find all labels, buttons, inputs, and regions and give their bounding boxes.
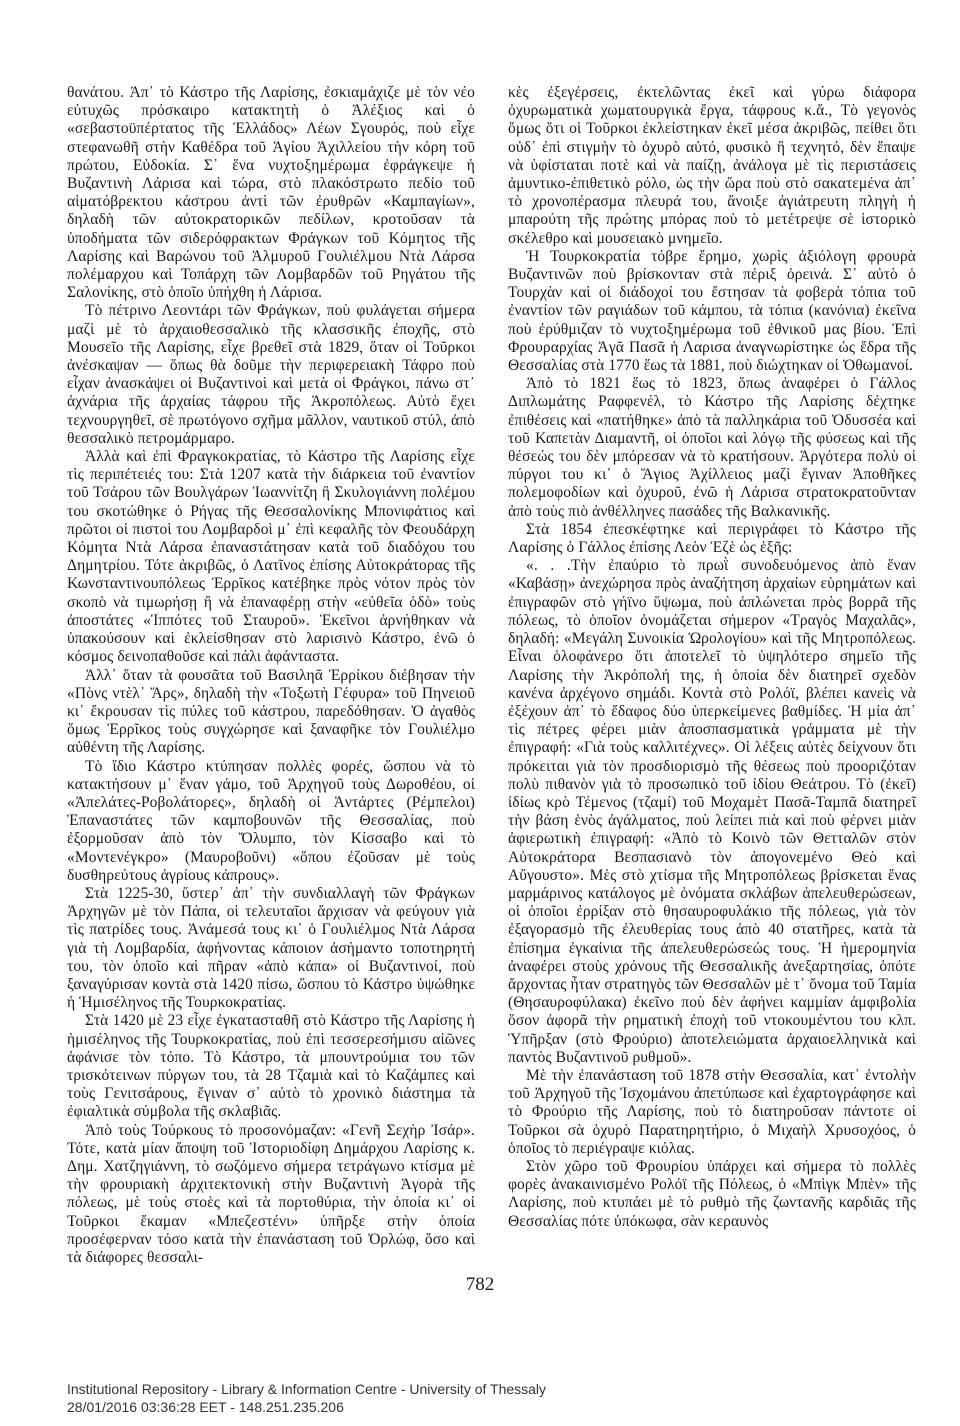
paragraph: κὲς ἐξεγέρσεις, ἐκτελῶντας ἐκεῖ καὶ γύρω διάφορα ὀχυρωματικὰ χωματουργικὰ ἔργα, τάφρους κ.ἄ., Τὸ γεγονὸς ὅμως ὅτι οἱ Τοῦρκοι ἐκλείστηκαν ἐκεῖ μέσα ἀκριβῶς, πείθει ὅτι οὐδ᾽ ἐπὶ στιγμὴν τὸ ὀχυρὸ αὐτό, φυσικὸ ἢ τεχνητό, δὲν ἔπαψε νὰ ὑφίσταται ποτὲ καὶ νὰ παίζῃ, ἀνάλογα μὲ τὶς περιστάσεις ἀμυντικο-ἐπιθετικὸ ρόλο, ὡς τὴν ὥρα ποὺ στὸ σακατεμένα ἀπ᾽ τὸ χρονοπέρασμα πλευρά του, ἄνοιξε ἀγιάτρευτη πληγὴ ἡ μπαρούτη τῆς πρώτης μπόρας ποὺ τὸ μετέτρεψε σὲ ἱστορικὸ σκέλεθρο καὶ μουσειακὸ μνημεῖο. [508,84,916,247]
paragraph: Στὰ 1854 ἐπεσκέφτηκε καὶ περιγράφει τὸ Κάστρο τῆς Λαρίσης ὁ Γάλλος ἐπίσης Λεὸν Ἑζὲ ὡς ἑξῆς: [508,520,916,557]
paragraph: Ἀπὸ τοὺς Τούρκους τὸ προσονόμαζαν: «Γενῆ Σεχὴρ Ἰσάρ». Τότε, κατὰ μίαν ἄποψη τοῦ Ἱστοριοδίφη Δημάρχου Λαρίσης κ. Δημ. Χατζηγιάννη, τὸ σωζόμενο σήμερα τετράγωνο κτίσμα μὲ τὴν φρουριακὴ ἀρχιτεκτονικὴ στὴν Βυζαντινὴ Ἀγορὰ τῆς πόλεως, μὲ τοὺς στοὲς καὶ τὰ πορτοθύρια, τὴν ὁποία κι᾽ οἱ Τοῦρκοι ἔκαμαν «Μπεζεστένι» ὑπῆρξε στὴν ὁποία προσέφερναν τόσο κατὰ τὴν ἐπανάσταση τοῦ Ὀρλώφ, ὅσο καὶ τὰ διάφορες θεσσαλι- [67,1121,475,1266]
paragraph: Τὸ ἴδιο Κάστρο κτύπησαν πολλὲς φορές, ὥσπου νὰ τὸ κατακτήσουν μ᾽ ἕναν γάμο, τοῦ Ἀρχηγοῦ τοὺς Δωροθέου, οἱ «Ἀπελάτες-Ροβολάτορες», δηλαδὴ οἱ Ἀντάρτες (Ρέμπελοι) Ἐπαναστάτες τῶν καμποβουνῶν τῆς Θεσσαλίας, ποὺ ἐξορμοῦσαν ἀπὸ τὸν Ὄλυμπο, τὸν Κίσσαβο καὶ τὸ «Μοντενέγκρο» (Μαυροβοῦνι) «ὅπου ἐζοῦσαν μὲ τοὺς δυσθηρεύτους ἀγρίους κάπρους». [67,757,475,884]
paragraph: θανάτου. Ἀπ᾽ τὸ Κάστρο τῆς Λαρίσης, ἐσκιαμάχιζε μὲ τὸν νέο εὐτυχῶς πρόσκαιρο κατακτητὴ ὁ Ἀλέξιος καὶ ὁ «σεβαστοϋπέρτατος τῆς Ἑλλάδος» Λέων Σγουρός, ποὺ εἶχε στεφανωθῆ στὴν Καθέδρα τοῦ Ἁγίου Ἀχιλλείου τὴν κόρη τοῦ πρώτου, Εὐδοκία. Σ᾽ ἕνα νυχτοξημέρωμα ἐφράγκεψε ἡ Βυζαντινὴ Λάρισα καὶ τώρα, στὸ πλακόστρωτο πεδίο τοῦ αἱματόβρεκτου κάστρου ἀντὶ τῶν ἐρυθρῶν «Καμπαγίων», δηλαδὴ τῶν αὐτοκρατορικῶν πεδίλων, κροτοῦσαν τὰ ὑποδήματα τῶν σιδερόφρακτων Φράγκων τοῦ Κόμητος τῆς Λαρίσης καὶ Βαρώνου τοῦ Ἁλμυροῦ Γουλιέλμου Ντὰ Λάρσα πολέμαρχου καὶ Τοπάρχη τῶν Λομβαρδῶν τοῦ Ρηγάτου τῆς Σαλονίκης, στὸ ὁποῖο ὑπήχθη ἡ Λάρισα. [67,84,475,302]
repository-footer [67,1380,546,1416]
paragraph: Ἀλλὰ καὶ ἐπὶ Φραγκοκρατίας, τὸ Κάστρο τῆς Λαρίσης εἶχε τὶς περιπέτειές του: Στὰ 1207 κατὰ τὴν διάρκεια τοῦ ἐναντίον τοῦ Τσάρου τῶν Βουλγάρων Ἰωαννίτζη ἢ Σκυλογιάννη πολέμου του σκοτώθηκε ὁ Ρήγας τῆς Θεσσαλονίκης Μπονιφάτιος καὶ πρῶτοι οἱ πιστοὶ του Λομβαρδοὶ μ᾽ ἐπὶ κεφαλῆς τὸν Φεουδάρχη Κόμητα Ντὰ Λάρσα ἐπαναστάτησαν κατὰ τοῦ διαδόχου του Δημητρίου. Τότε ἀκριβῶς, ὁ Λατῖνος ἐπίσης Αὐτοκράτορας τῆς Κωνσταντινουπόλεως Ἐρρῖκος κατέβηκε πρὸς νότον πρὸς τὸν σκοπὸ νὰ τιμωρήσῃ ἢ νὰ ἐπαναφέρῃ στὴν «εὐθεῖα ὁδὸ» τοὺς ἀποστάτες «Ἱππότες τοῦ Σταυροῦ». Ἐκεῖνοι ἀρνήθηκαν νὰ ὑπακούσουν καὶ ἐκλείσθησαν στὸ λαρισινὸ Κάστρο, ἐνῶ ὁ κόσμος δεινοπαθοῦσε καὶ πάλι ἀφάνταστα. [67,448,475,666]
paragraph: Στὰ 1225-30, ὕστερ᾽ ἀπ᾽ τὴν συνδιαλλαγὴ τῶν Φράγκων Ἀρχηγῶν μὲ τὸν Πάπα, οἱ τελευταῖοι ἄρχισαν νὰ φεύγουν γιὰ τὶς πατρίδες τους. Ἀνάμεσά τους κι᾽ ὁ Γουλιέλμος Ντὰ Λάρσα γιὰ τὴ Λομβαρδία, ἀφήνοντας κάποιον ἀσήμαντο τοποτηρητή του, τὸν ὁποῖο καὶ πῆραν «ἀπὸ κάπα» οἱ Βυζαντινοί, ποὺ ξαναγύρισαν κοντὰ στὰ 1420 πίσω, ὥσπου τὸ Κάστρο ὑψώθηκε ἡ Ἡμισέληνος τῆς Τουρκοκρατίας. [67,884,475,1012]
paragraph: «. . .Τὴν ἐπαύριο τὸ πρωῒ συνοδευόμενος ἀπὸ ἕναν «Καβάσῃ» ἀνεχώρησα πρὸς ἀναζήτηση ἀρχαίων εὑρημάτων καὶ ἐπιγραφῶν στὸ γήϊνο ὕψωμα, ποὺ ἁπλώνεται πρὸς βορρᾶ τῆς πόλεως, τὸ ὁποῖον ὀνομάζεται σήμερον «Τραγὸς Μαχαλᾶς», δηλαδή: «Μεγάλη Συνοικία Ὡρολογίου» καὶ τῆς Μητροπόλεως. Εἶναι ὁλοφάνερο ὅτι ἀποτελεῖ τὸ ὑψηλότερο σημεῖο τῆς Λαρίσης τὴν Ἀκρόπολή της, ἡ ὁποία δὲν διατηρεῖ σχεδὸν κανένα ἀρχέγονο σημάδι. Κοντὰ στὸ Ρολόϊ, βλέπει κανεὶς νὰ ἐξέχουν ἀπ᾽ τὸ ἔδαφος δύο ὑπερκείμενες βαθμίδες. Ἡ μία ἀπ᾽ τὶς πέτρες φέρει μιὰν ἀποσπασματικὰ γράμματα μὲ τὴν ἐπιγραφή: «Γιὰ τοὺς καλλιτέχνες». Οἱ λέξεις αὐτὲς δείχνουν ὅτι πρόκειται γιὰ τὸν προσδιορισμὸ τῆς θέσεως ποὺ προοριζόταν πολὺ πιθανὸν γιὰ τὸ προσωπικὸ τοῦ ἰδίου Θεάτρου. Τὸ (ἐκεῖ) ἰδίως κρὸ Τέμενος (τζαμί) τοῦ Μοχαμὲτ Πασᾶ-Ταμπᾶ διατηρεῖ τὴν βάση ἑνὸς ἀγάλματος, ποὺ λείπει πιὰ καὶ ποὺ φέρνει μιὰν ἀφιερωτικὴ ἐπιγραφή: «Ἀπὸ τὸ Κοινὸ τῶν Θετταλῶν στὸν Αὐτοκράτορα Βεσπασιανὸ τὸν ἀπογονεμένο Θεὸ καὶ Αὔγουστο». Μὲς στὸ χτίσμα τῆς Μητροπόλεως βρίσκεται ἕνας μαρμάρινος κατάλογος μὲ ὀνόματα σκλάβων ἀπελευθερώσεων, οἱ ὁποῖοι ἐρρίξαν στὸ θησαυροφυλάκιο τῆς πόλεως, γιὰ τὸν ἐξαγορασμὸ τῆς ἐλευθερίας τους ἀπὸ 40 στατῆρες, κατὰ τὰ ἐπίσημα ἐγκαίνια τῆς ἀπελευθερώσεώς τους. Ἡ ἡμερομηνία ἀναφέρει στοὺς χρόνους τῆς Θεσσαλικῆς ἀνεξαρτησίας, ὁπότε ἄρχοντας ἦταν στρατηγὸς τῶν Θεσσαλῶν μὲ τ᾽ ὄνομα τοῦ Ταμία (Θησαυροφύλακα) ἐκεῖνο ποὺ δὲν ἀφήνει καμμίαν ἀμφιβολία ὅσον ἀφορᾶ τὴν ρηματικὴ ἐποχὴ τοῦ ντοκουμέντου του κλπ. Ὑπῆρξαν (στὸ Φρούριο) ἀποτελειώματα ἀρχαιοελληνικὰ καὶ παντὸς Βυζαντινοῦ ρυθμοῦ». [508,557,916,1066]
footer-timestamp-line: 28/01/2016 03:36:28 EET - 148.251.235.206 [67,1399,344,1415]
paragraph: Ἀπὸ τὸ 1821 ἕως τὸ 1823, ὅπως ἀναφέρει ὁ Γάλλος Διπλωμάτης Ραφφενέλ, τὸ Κάστρο τῆς Λαρίσης δέχτηκε ἐπιθέσεις καὶ «πατήθηκε» ἀπὸ τὰ παλληκάρια τοῦ Ὀδυσσέα καὶ τοῦ Καπετὰν Διαμαντῆ, οἱ ὁποῖοι καὶ λόγῳ τῆς φύσεως καὶ τῆς θέσεώς του δὲν μπόρεσαν νὰ τὸ κρατήσουν. Ἀργότερα πολὺ οἱ πύργοι του κι᾽ ὁ Ἅγιος Ἀχίλλειος μαζὶ ἔγιναν Ἀποθῆκες πολεμοφοδίων καὶ ὀχυροῦ, ἐνῶ ἡ Λάρισα στρατοκρατοῦνταν ἀπὸ τοὺς πιὸ ἀνθέλληνες πασάδες τῆς Βαλκανικῆς. [508,375,916,520]
left-text-column [67,84,475,1267]
paragraph: Ἡ Τουρκοκρατία τόβρε ἔρημο, χωρὶς ἀξιόλογη φρουρὰ Βυζαντινῶν ποὺ βρίσκονταν στὰ πέριξ ὀρεινά. Σ᾽ αὐτὸ ὁ Τουρχὰν καὶ οἱ διάδοχοί του ἔστησαν τὰ φοβερὰ τόπια τοῦ ἐναντίον τῶν ραγιάδων τοῦ κάμπου, τὰ τόπια (κανόνια) ἐκεῖνα ποὺ ἐρύθμιζαν τὸ νυχτοξημέρωμα τοῦ ἐθνικοῦ μας βίου. Ἐπὶ Φρουραρχίας Ἀγᾶ Πασᾶ ἡ Λαρισα ἀναγνωρίστηκε ὡς ἕδρα τῆς Θεσσαλίας στὰ 1770 ἕως τὰ 1881, ποὺ διώχτηκαν οἱ Ὀθωμανοί. [508,247,916,375]
footer-repository-line: Institutional Repository - Library & Information Centre - University of Thessaly [67,1381,547,1397]
paragraph: Στὸν χῶρο τοῦ Φρουρίου ὑπάρχει καὶ σήμερα τὸ πολλὲς φορὲς ἀνακαινισμένο Ρολόϊ τῆς Πόλεως, ὁ «Μπὶγκ Μπὲν» τῆς Λαρίσης, ποὺ κτυπάει μὲ τὸ ρυθμὸ τῆς ζωντανῆς καρδιᾶς τῆς Θεσσαλίας πότε ὑπόκωφα, σὰν κεραυνὸς [508,1157,916,1230]
paragraph: Τὸ πέτρινο Λεοντάρι τῶν Φράγκων, ποὺ φυλάγεται σήμερα μαζὶ μὲ τὸ ἀρχαιοθεσσαλικὸ τῆς κλασσικῆς ἐποχῆς, στὸ Μουσεῖο τῆς Λαρίσης, εἶχε βρεθεῖ στὰ 1829, ὅταν οἱ Τοῦρκοι ἀνέσκαψαν — ὅπως θὰ δοῦμε τὴν περιφερειακὴ Τάφρο ποὺ εἶχαν ἀνασκάψει οἱ Βυζαντινοὶ καὶ μετὰ οἱ Φράγκοι, πάνω στ᾽ ἀχνάρια τῆς ἀρχαίας τάφρου τῆς Ἀκροπόλεως. Αὐτὸ ἔχει τεχνουργηθεῖ, σὲ πρωτόγονο σχῆμα μᾶλλον, ναυτικοῦ στύλ, ἀπὸ θεσσαλικὸ πετρομάρμαρο. [67,302,475,447]
page-number: 782 [465,1274,495,1295]
paragraph: Μὲ τὴν ἐπανάσταση τοῦ 1878 στὴν Θεσσαλία, κατ᾽ ἐντολὴν τοῦ Ἀρχηγοῦ τῆς Ἰσχομάνου ἀπετύπωσε καὶ ἐχαρτογράφησε καὶ τὸ Φρούριο τῆς Λαρίσης, ποὺ τὸ διατηροῦσαν πάντοτε οἱ Τοῦρκοι σὰ ὀχυρὸ Παρατηρητήριο, ὁ Μιχαὴλ Χρυσοχόος, ὁ ὁποῖος τὸ περιέγραψε κιόλας. [508,1066,916,1157]
right-text-column [508,84,916,1231]
paragraph: Στὰ 1420 μὲ 23 εἶχε ἐγκατασταθῆ στὸ Κάστρο τῆς Λαρίσης ἡ ἡμισέληνος τῆς Τουρκοκρατίας, ποὺ ἐπὶ τεσσερεσήμισυ αἰῶνες ἀφάνισε τὸν τόπο. Τὸ Κάστρο, τὰ μπουντρούμια του τῶν τρισκότεινων πύργων του, τὰ 28 Τζαμιὰ καὶ τὸ Καζάμπες καὶ τοὺς Γενιτσάρους, ἔγιναν σ᾽ αὐτὸ τὸ χρονικὸ διάστημα τὰ ἐφιαλτικὰ σύμβολα τῆς σκλαβιᾶς. [67,1012,475,1121]
paragraph: Ἀλλ᾽ ὅταν τὰ φουσᾶτα τοῦ Βασιληᾶ Ἐρρίκου διέβησαν τὴν «Πὸνς ντὲλ᾽ Ἄρς», δηλαδὴ τὴν «Τοξωτὴ Γέφυρα» τοῦ Πηνειοῦ κι᾽ ἔκρουσαν τὶς πύλες τοῦ κάστρου, παρεδόθησαν. Ὁ ἀγαθὸς ὅμως Ἐρρῖκος τοὺς συγχώρησε καὶ ξαναφῆκε τὸν Γουλιέλμο αὐθέντη τῆς Λαρίσης. [67,666,475,757]
